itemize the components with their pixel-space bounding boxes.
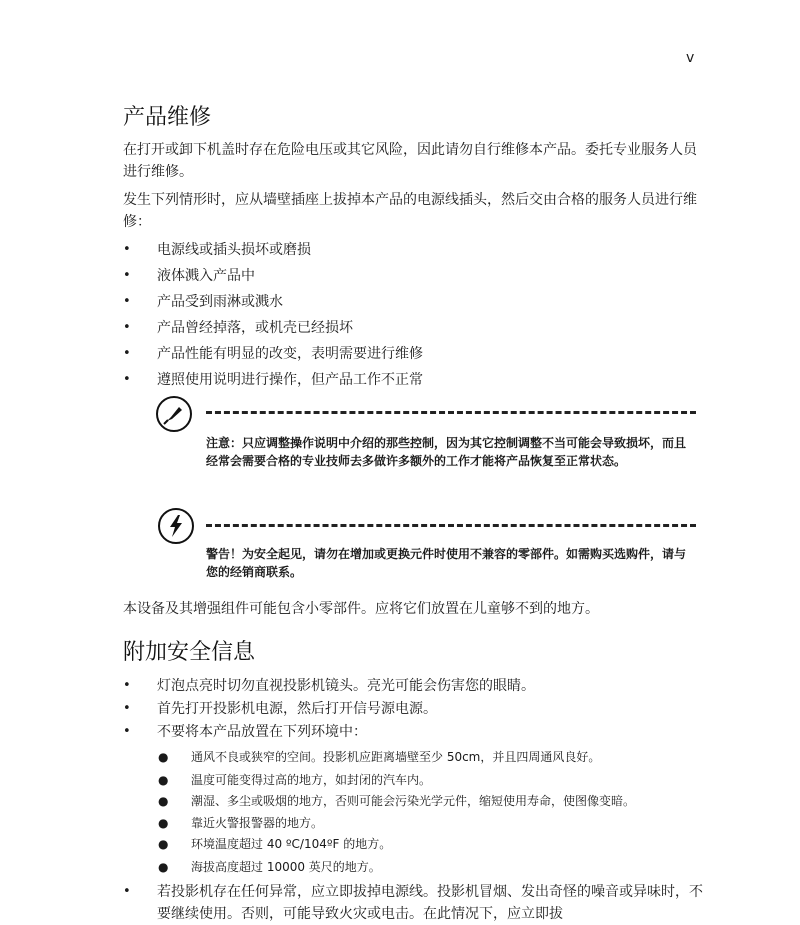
sub-bullet-glyph: ●	[158, 816, 169, 830]
page-number: v	[686, 50, 695, 66]
paragraph-small-parts: 本设备及其增强组件可能包含小零部件。应将它们放置在儿童够不到的地方。	[123, 601, 599, 617]
section-title-product-service: 产品维修	[123, 105, 212, 130]
list-item-text: 遵照使用说明进行操作，但产品工作不正常	[157, 372, 423, 388]
list-item-text: 首先打开投影机电源，然后打开信号源电源。	[157, 701, 437, 717]
sub-list-item-text: 海拔高度超过 10000 英尺的地方。	[191, 860, 381, 874]
list-item-text: 灯泡点亮时切勿直视投影机镜头。亮光可能会伤害您的眼睛。	[157, 678, 535, 694]
bullet-glyph: •	[123, 294, 131, 309]
list-item-text: 产品受到雨淋或溅水	[157, 294, 283, 310]
bullet-glyph: •	[123, 884, 131, 899]
bullet-glyph: •	[123, 242, 131, 257]
bullet-glyph: •	[123, 701, 131, 716]
sub-list-item-text: 通风不良或狭窄的空间。投影机应距离墙壁至少 50cm，并且四周通风良好。	[191, 750, 601, 764]
bullet-glyph: •	[123, 320, 131, 335]
bullet-glyph: •	[123, 372, 131, 387]
warning-divider	[206, 524, 696, 527]
sub-list-item-text: 环境温度超过 40 ºC/104ºF 的地方。	[191, 837, 392, 851]
bullet-glyph: •	[123, 346, 131, 361]
list-item-text: 产品性能有明显的改变，表明需要进行维修	[157, 346, 423, 362]
warning-text: 警告！为安全起见，请勿在增加或更换元件时使用不兼容的零部件。如需购买选购件，请与您的经销商联系。	[206, 547, 687, 579]
sub-bullet-glyph: ●	[158, 794, 169, 808]
bullet-glyph: •	[123, 724, 131, 739]
sub-bullet-glyph: ●	[158, 750, 169, 764]
warning-lightning-icon	[158, 508, 194, 544]
section-title-additional-safety: 附加安全信息	[123, 640, 256, 665]
list-item-text: 不要将本产品放置在下列环境中：	[157, 724, 367, 740]
bullet-glyph: •	[123, 678, 131, 693]
sub-list-item-text: 靠近火警报警器的地方。	[191, 816, 324, 830]
sub-bullet-glyph: ●	[158, 837, 169, 851]
sub-bullet-glyph: ●	[158, 860, 169, 874]
sub-list-item-text: 潮湿、多尘或吸烟的地方，否则可能会污染光学元件，缩短使用寿命，使图像变暗。	[191, 794, 636, 808]
bullet-glyph: •	[123, 268, 131, 283]
sub-list-item-text: 温度可能变得过高的地方，如封闭的汽车内。	[191, 773, 432, 787]
note-pen-icon	[156, 396, 192, 432]
list-item-text: 液体溅入产品中	[157, 268, 255, 284]
list-item-text: 电源线或插头损坏或磨损	[157, 242, 311, 258]
note-divider	[206, 411, 696, 414]
sub-bullet-glyph: ●	[158, 773, 169, 787]
paragraph-unplug-conditions: 发生下列情形时，应从墙壁插座上拔掉本产品的电源线插头，然后交由合格的服务人员进行维修：	[123, 192, 697, 230]
list-item-text: 产品曾经掉落，或机壳已经损坏	[157, 320, 353, 336]
list-item-text: 若投影机存在任何异常，应立即拔掉电源线。投影机冒烟、发出奇怪的噪音或异味时，不要继续使用。否则，可能导致火灾或电击。在此情况下，应立即拔	[157, 884, 703, 922]
paragraph-service-warning: 在打开或卸下机盖时存在危险电压或其它风险，因此请勿自行维修本产品。委托专业服务人员进行维修。	[123, 142, 697, 180]
note-caution-text: 注意：只应调整操作说明中介绍的那些控制，因为其它控制调整不当可能会导致损坏，而且经常会需要合格的专业技师去多做许多额外的工作才能将产品恢复至正常状态。	[206, 436, 687, 468]
